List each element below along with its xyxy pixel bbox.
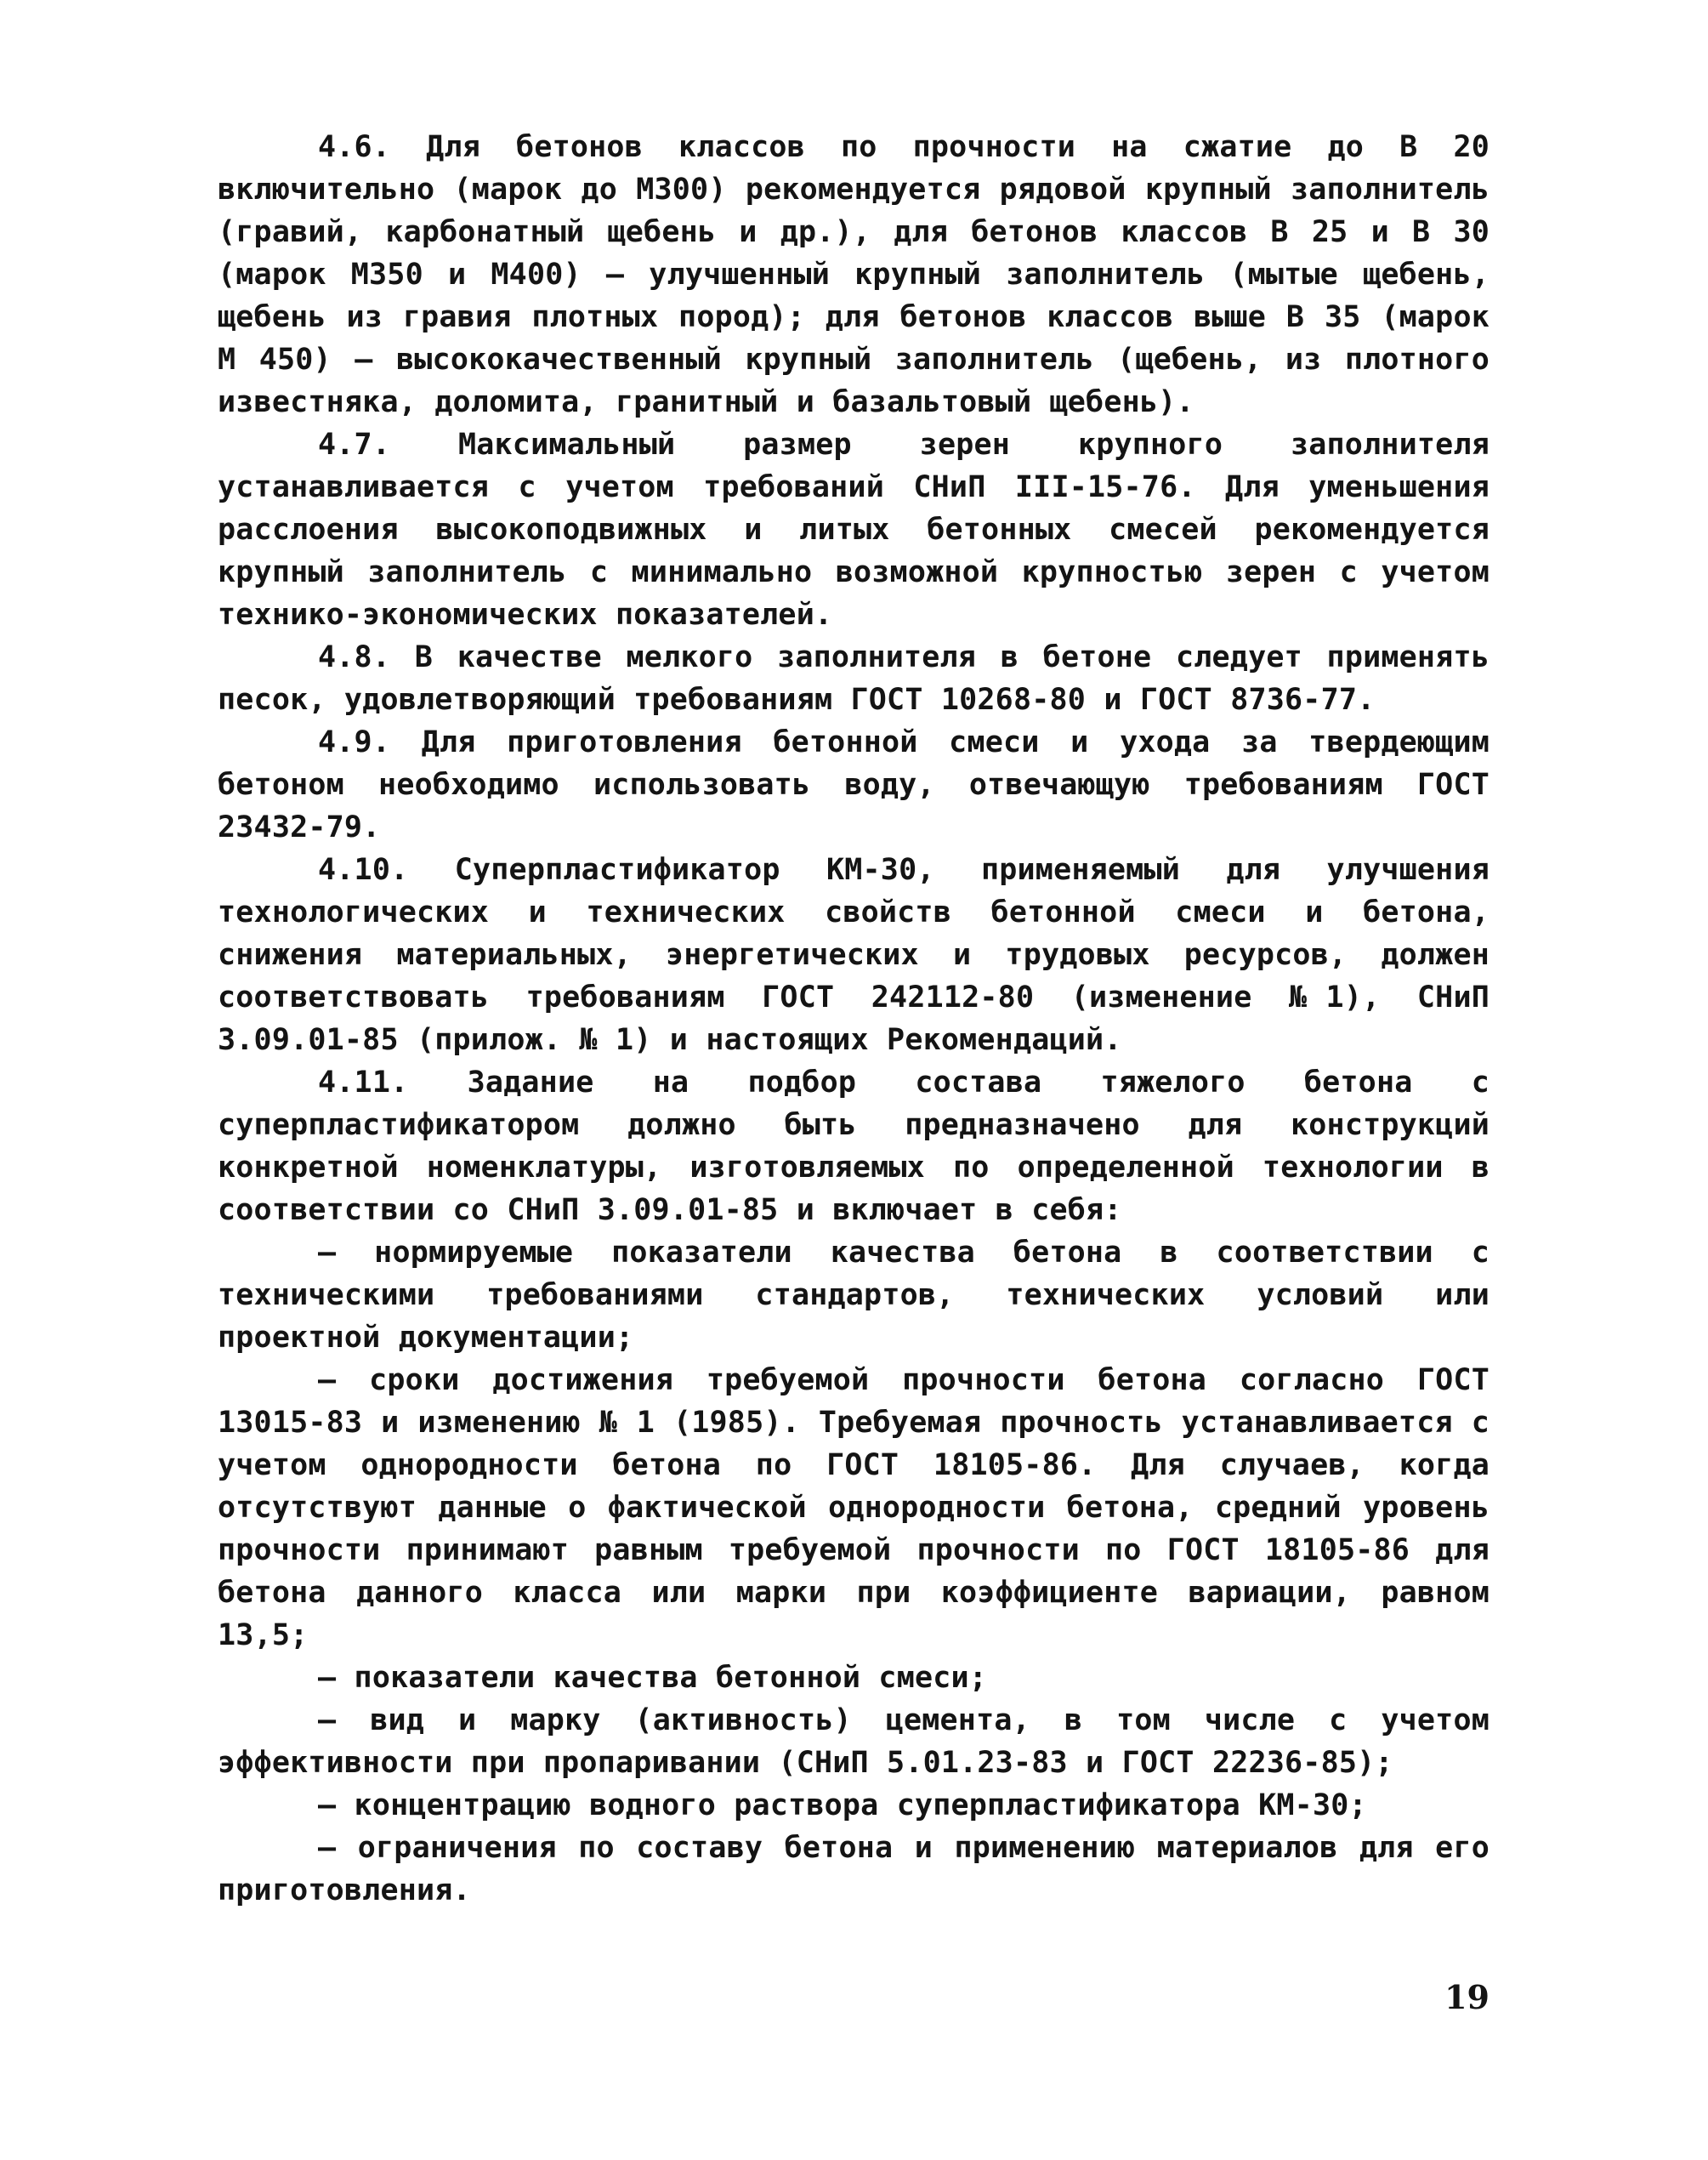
page-number: 19 (1444, 1978, 1490, 2016)
list-item-composition-limits: – ограничения по составу бетона и применению материалов для его приготовления. (218, 1831, 1490, 1907)
list-item-superplasticizer-concentration: – концентрацию водного раствора суперпластификатора КМ-30; (318, 1788, 1367, 1822)
paragraph-4-9: 4.9. Для приготовления бетонной смеси и ухода за твердеющим бетоном необходимо использовать воду, отвечающую требованиям ГОСТ 23432-79. (218, 725, 1490, 844)
paragraph-4-8: 4.8. В качестве мелкого заполнителя в бетоне следует применять песок, удовлетворяющий требованиям ГОСТ 10268-80 и ГОСТ 8736-77. (218, 640, 1490, 717)
list-item-mix-quality: – показатели качества бетонной смеси; (318, 1661, 988, 1695)
paragraph-4-10: 4.10. Суперпластификатор КМ-30, применяемый для улучшения технологических и технических свойств бетонной смеси и бетона, снижения материальных, энергетических и трудовых ресурсов, должен соответствовать требованиям ГОСТ 242112-80 (изменение №1), СНиП 3.09.01-85 (прилож. № 1) и настоящих Рекомендаций. (218, 853, 1490, 1057)
paragraph-4-7: 4.7. Максимальный размер зерен крупного заполнителя устанавливается с учетом требований СНиП III-15-76. Для уменьшения расслоения высокоподвижных и литых бетонных смесей рекомендуется крупный заполнитель с минимально возможной крупностью зерен с учетом технико-экономических показателей. (218, 428, 1490, 632)
list-item-cement-type: – вид и марку (активность) цемента, в том числе с учетом эффективности при пропаривании (СНиП 5.01.23-83 и ГОСТ 22236-85); (218, 1703, 1490, 1780)
list-item-strength-terms: – сроки достижения требуемой прочности бетона согласно ГОСТ 13015-83 и изменению № 1 (1985). Требуемая прочность устанавливается с учетом однородности бетона по ГОСТ 18105-86. Для случаев, когда отсутствуют данные о фактической однородности бетона, средний уровень прочности принимают равным требуемой прочности по ГОСТ 18105-86 для бетона данного класса или марки при коэффициенте вариации, равном 13,5; (218, 1363, 1490, 1652)
list-item-quality-indicators: – нормируемые показатели качества бетона в соответствии с техническими требованиями стандартов, технических условий или проектной документации; (218, 1236, 1490, 1355)
paragraph-4-11: 4.11. Задание на подбор состава тяжелого бетона с суперпластификатором должно быть предназначено для конструкций конкретной номенклатуры, изготовляемых по определенной технологии в соответствии со СНиП 3.09.01-85 и включает в себя: (218, 1066, 1490, 1227)
body-text (218, 126, 1490, 1912)
paragraph-4-6: 4.6. Для бетонов классов по прочности на сжатие до В 20 включительно (марок до М300) рекомендуется рядовой крупный заполнитель (гравий, карбонатный щебень и др.), для бетонов классов В 25 и В 30 (марок М350 и М400) – улучшенный крупный заполнитель (мытые щебень, щебень из гравия плотных пород); для бетонов классов выше В 35 (марок М 450) – высококачественный крупный заполнитель (щебень, из плотного известняка, доломита, гранитный и базальтовый щебень). (218, 130, 1490, 419)
